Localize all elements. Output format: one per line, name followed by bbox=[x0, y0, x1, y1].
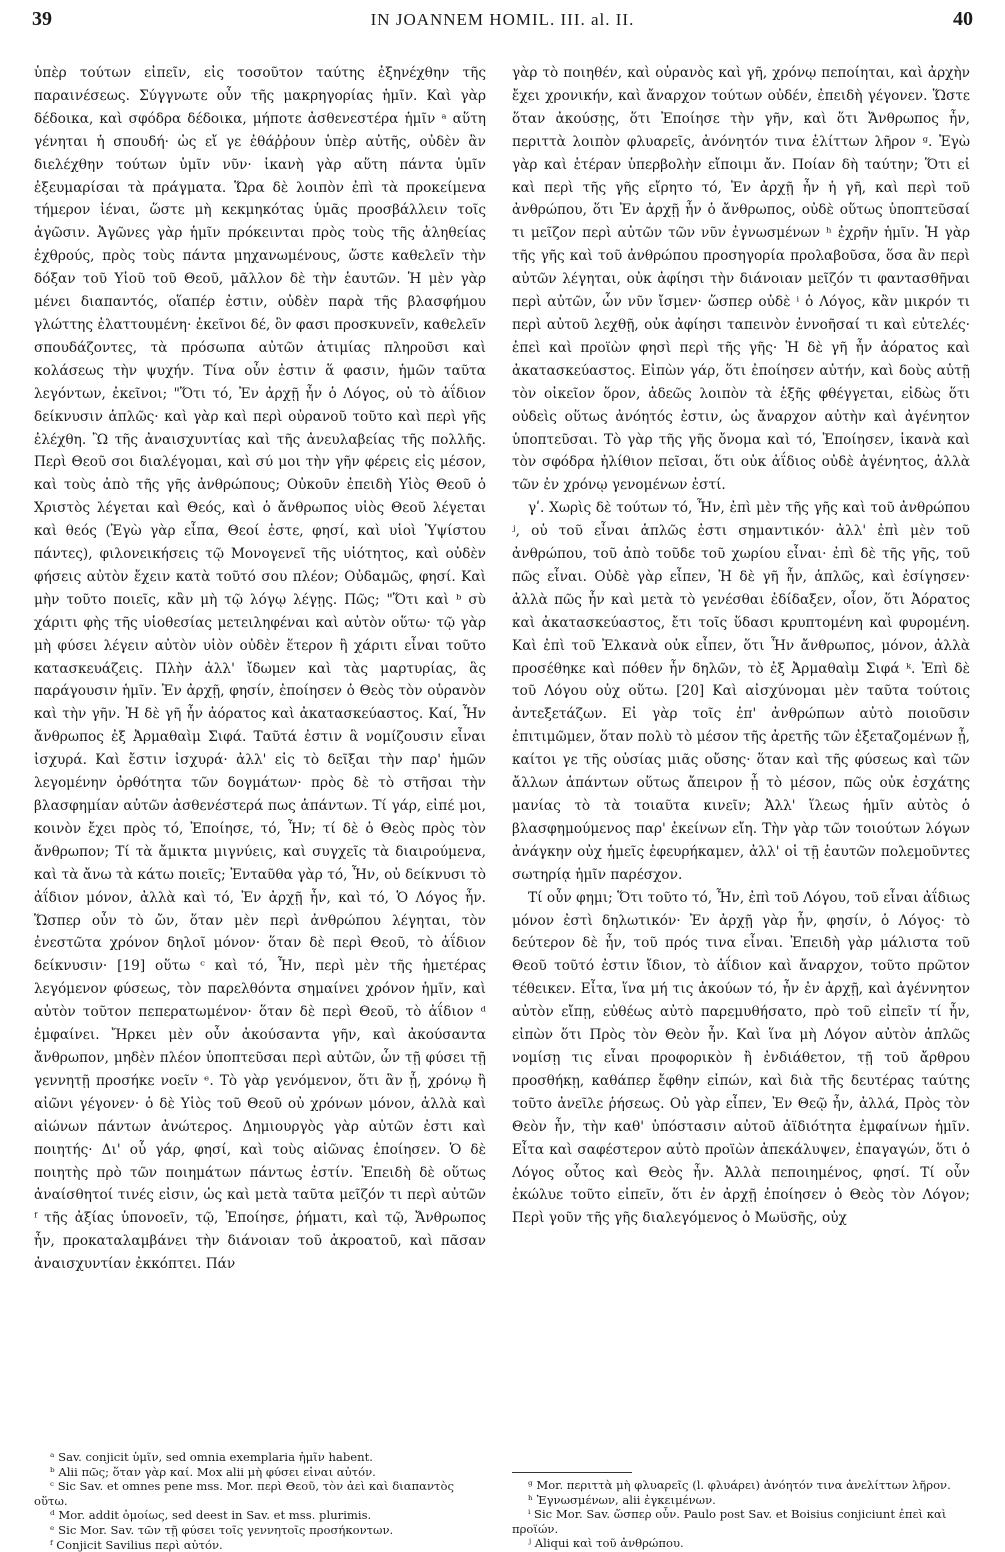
paragraph: γὰρ τὸ ποιηθέν, καὶ οὐρανὸς καὶ γῆ, χρόνῳ πεποίηται, καὶ ἀρχὴν ἔχει χρονικήν, καὶ ἄναρχον τούτων οὐδέν, ἐπειδὴ γέγονεν. Ὥστε ὅταν ἀκούσῃς, ὅτι Ἐποίησε τὴν γῆν, καὶ ὅτι Ἄνθρωπος ἦν, περιττὰ λοιπὸν φλυαρεῖς, ἀνόνητόν τινα ἑλίττων λῆρον ᵍ. Ἐγὼ γὰρ καὶ ἑτέραν ὑπερβολὴν εἴποιμι ἄν. Ποίαν δὴ ταύτην; Ὅτι εἰ καὶ περὶ τῆς γῆς εἴρητο τό, Ἐν ἀρχῇ ἦν ἡ γῆ, καὶ περὶ τοῦ ἀνθρώπου, ὅτι Ἐν ἀρχῇ ἦν ὁ ἄνθρωπος, οὐδὲ οὕτως ὑποπτεῦσαί τι μεῖζον περὶ αὐτῶν τῶν νῦν ἐγνωσμένων ʰ ἐχρῆν ἡμῖν. Ἡ γὰρ τῆς γῆς καὶ τοῦ ἀνθρώπου προσηγορία προλαβοῦσα, ὅσα ἂν περὶ αὐτῶν λέγηται, οὐκ ἀφίησι τὴν διάνοιαν μεῖζόν τι φαντασθῆναι περὶ αὐτῶν, ὧν νῦν ἴσμεν· ὥσπερ οὐδὲ ⁱ ὁ Λόγος, κἂν μικρόν τι περὶ αὐτοῦ λεχθῇ, οὐκ ἀφίησι ταπεινὸν ἐννοῆσαί τι καὶ εὐτελές· ἐπεὶ καὶ προϊὼν φησὶ περὶ τῆς γῆς· Ἡ δὲ γῆ ἦν ἀόρατος καὶ ἀκατασκεύαστος. Εἰπὼν γάρ, ὅτι ἐποίησεν αὐτήν, καὶ δοὺς αὐτῇ τὸν οἰκεῖον ὅρον, ἀδεῶς λοιπὸν τὰ ἑξῆς φθέγγεται, εἰδὼς ὅτι οὐδεὶς οὕτως ἀνόητός ἐστιν, ὡς ἄναρχον αὐτὴν καὶ ἀγένητον ὑποπτεῦσαι. Τὸ γὰρ τῆς γῆς ὄνομα καὶ τό, Ἐποίησεν, ἱκανὰ καὶ τὸν σφόδρα ἠλίθιον πεῖσαι, ὅτι οὐκ ἀΐδιος οὐδὲ ἀγένητος, ἀλλὰ τῶν ἐν χρόνῳ γενομένων ἐστί. bbox=[512, 65, 970, 494]
footnote: ʰ Ἐγνωσμένων, alii ἐγκειμένων. bbox=[528, 1492, 716, 1507]
footnote: ᶠ Conjicit Savilius περὶ αὐτόν. bbox=[50, 1537, 223, 1552]
paragraph: ὑπὲρ τούτων εἰπεῖν, εἰς τοσοῦτον ταύτης ἐξηνέχθην τῆς παραινέσεως. Σύγγνωτε οὖν τῆς μακρηγορίας ἡμῖν. Καὶ γὰρ δέδοικα, καὶ σφόδρα δέδοικα, μήποτε ἀσθενεστέρα ἡμῖν ᵃ αὕτη γένηται ἡ σπουδή· ὡς εἴ γε ἐθάῤῥουν ὑπὲρ αὐτῆς, οὐδὲν ἂν διελέχθην τούτων ὑμῖν νῦν· ἱκανὴ γὰρ αὕτη πάντα ὑμῖν ἐξευμαρίσαι τὰ πράγματα. Ὥρα δὲ λοιπὸν ἐπὶ τὰ προκείμενα τήμερον ἰέναι, ὥστε μὴ κεκμηκότας ὑμᾶς προσβάλλειν τοῖς ἀγῶσιν. Ἀγῶνες γὰρ ἡμῖν πρόκεινται πρὸς τοὺς τῆς ἀληθείας ἐχθρούς, πρὸς τοὺς πάντα μηχανωμένους, ὥστε καθελεῖν τὴν δόξαν τοῦ Υἱοῦ τοῦ Θεοῦ, μᾶλλον δὲ τὴν ἑαυτῶν. Ἡ μὲν γὰρ μένει διαπαντός, οἵαπέρ ἐστιν, οὐδὲν παρὰ τῆς βλασφήμου γλώττης ἐλαττουμένη· ἐκεῖνοι δέ, ὃν φασι προσκυνεῖν, καθελεῖν σπουδάζοντες, τὰ πρόσωπα αὐτῶν ἀτιμίας πληροῦσι καὶ κολάσεως τὴν ψυχήν. Τίνα οὖν ἐστιν ἅ φασιν, ἡμῶν ταῦτα λεγόντων, ἐκεῖνοι; "Ὅτι τό, Ἐν ἀρχῇ ἦν ὁ Λόγος, οὐ τὸ ἀΐδιον δείκνυσιν ἁπλῶς· καὶ γὰρ καὶ περὶ οὐρανοῦ τοῦτο καὶ περὶ γῆς ἐλέχθη. Ὢ τῆς ἀναισχυντίας καὶ τῆς ἀνευλαβείας τῆς πολλῆς. Περὶ Θεοῦ σοι διαλέγομαι, καὶ σύ μοι τὴν γῆν φέρεις εἰς μέσον, καὶ τοὺς ἀπὸ τῆς γῆς ἀνθρώπους; Οὐκοῦν ἐπειδὴ Υἱὸς Θεοῦ ὁ Χριστὸς λέγεται καὶ Θεός, καὶ ὁ ἄνθρωπος υἱὸς Θεοῦ λέγεται καὶ θεός (Ἐγὼ γὰρ εἶπα, Θεοί ἐστε, φησί, καὶ υἱοὶ Ὑψίστου πάντες), φιλονεικήσεις τῷ Μονογενεῖ τῆς υἱότητος, καὶ οὐδὲν φήσεις αὐτὸν ἔχειν κατὰ τοῦτό σου πλέον; Οὐδαμῶς, φησί. Καὶ μὴν τοῦτο ποιεῖς, κἂν μὴ τῷ λόγῳ λέγῃς. Πῶς; "Ὅτι καὶ ᵇ σὺ χάριτι φὴς τῆς υἱοθεσίας μετειληφέναι καὶ αὐτὸν οὕτω· τῷ γὰρ μὴ φύσει λέγειν αὐτὸν υἱὸν οὐδὲν ἕτερον ἢ χάριτι εἶναι τοῦτο κατασκευάζεις. Πλὴν ἀλλ' ἴδωμεν καὶ τὰς μαρτυρίας, ἃς παράγουσιν ἡμῖν. Ἐν ἀρχῇ, φησίν, ἐποίησεν ὁ Θεὸς τὸν οὐρανὸν καὶ τὴν γῆν. Ἡ δὲ γῆ ἦν ἀόρατος καὶ ἀκατασκεύαστος. Καί, Ἦν ἄνθρωπος ἐξ Ἀρμαθαὶμ Σιφά. Ταῦτά ἐστιν ἃ νομίζουσιν εἶναι ἰσχυρά. Καὶ ἔστιν ἰσχυρά· ἀλλ' εἰς τὸ δεῖξαι τὴν παρ' ἡμῶν λεγομένην ὀρθότητα τῶν δογμάτων· πρὸς δὲ τὸ στῆσαι τὴν βλασφημίαν αὐτῶν ἀσθενέστερά πως ἁπάντων. Τί γάρ, εἰπέ μοι, κοινὸν ἔχει πρὸς τό, Ἐποίησε, τό, Ἦν; τί δὲ ὁ Θεὸς πρὸς τὸν ἄνθρωπον; Τί τὰ ἄμικτα μιγνύεις, καὶ συγχεῖς τὰ διαιρούμενα, καὶ τὰ ἄνω τὰ κάτω ποιεῖς; Ἐνταῦθα γὰρ τό, Ἦν, οὐ δείκνυσι τὸ ἀΐδιον μόνον, ἀλλὰ καὶ τό, Ἐν ἀρχῇ ἦν, καὶ τό, Ὁ Λόγος ἦν. Ὥσπερ οὖν τὸ ὤν, ὅταν μὲν περὶ ἀνθρώπου λέγηται, τὸν ἐνεστῶτα χρόνον δηλοῖ μόνον· ὅταν δὲ περὶ Θεοῦ, τὸ ἀΐδιον δείκνυσιν· [19] οὕτω ᶜ καὶ τό, Ἦν, περὶ μὲν τῆς ἡμετέρας λεγόμενον φύσεως, τὸν παρελθόντα σημαίνει χρόνον ἡμῖν, καὶ αὐτὸν τοῦτον πεπερατωμένον· ὅταν δὲ περὶ Θεοῦ, τὸ ἀΐδιον ᵈ ἐμφαίνει. Ἤρκει μὲν οὖν ἀκούσαντα γῆν, καὶ ἀκούσαντα ἄνθρωπον, μηδὲν πλέον ὑποπτεῦσαι περὶ αὐτῶν, ὧν τῇ φύσει τῇ γεννητῇ προσήκε νοεῖν ᵉ. Τὸ γὰρ γενόμενον, ὅτι ἂν ᾖ, χρόνῳ ἢ αἰῶνι γέγονεν· ὁ δὲ Υἱὸς τοῦ Θεοῦ οὐ χρόνων μόνον, ἀλλὰ καὶ αἰώνων πάντων ἀνώτερος. Δημιουργὸς γὰρ αὐτῶν ἐστι καὶ ποιητής· Δι' οὗ γάρ, φησί, καὶ τοὺς αἰῶνας ἐποίησεν. Ὁ δὲ ποιητὴς πρὸ τῶν ποιημάτων πάντως ἐστίν. Ἐπειδὴ δὲ οὕτως ἀναίσθητοί τινές εἰσιν, ὡς καὶ μετὰ ταῦτα μεῖζόν τι περὶ αὐτῶν ᶠ τῆς ἀξίας ὑπονοεῖν, τῷ, Ἐποίησε, ῥήματι, καὶ τῷ, Ἄνθρωπος ἦν, προκαταλαμβάνει τὴν διάνοιαν τοῦ ἀκροατοῦ, καὶ πᾶσαν ἀναισχυντίαν ἐκκόπτει. Πάν bbox=[34, 65, 486, 1273]
running-title: IN JOANNEM HOMIL. III. al. II. bbox=[370, 10, 635, 29]
page-number-left: 39 bbox=[32, 8, 52, 30]
footnote: ʲ Aliqui καὶ τοῦ ἀνθρώπου. bbox=[528, 1536, 684, 1551]
footnote: ᵉ Sic Mor. Sav. τῶν τῇ φύσει τοῖς γεννητοῖς προσήκοντων. bbox=[50, 1522, 394, 1537]
right-column bbox=[512, 62, 970, 1230]
left-column bbox=[34, 62, 486, 1276]
footnote: ᵍ Mor. περιττὰ μὴ φλυαρεῖς (l. φλυάρει) ἀνόητόν τινα ἀνελίττων λῆρον. bbox=[528, 1478, 951, 1492]
footnote: ᵃ Sav. conjicit ὑμῖν, sed omnia exemplaria ἡμῖν habent. bbox=[50, 1450, 373, 1464]
footnote: ᵈ Mor. addit ὁμοίως, sed deest in Sav. et mss. plurimis. bbox=[50, 1508, 372, 1523]
footnote: ⁱ Sic Mor. Sav. ὥσπερ οὖν. Paulo post Sav. et Boisius conjiciunt ἐπεὶ καὶ προϊών. bbox=[512, 1507, 947, 1536]
page-header bbox=[28, 6, 977, 36]
footnote: ᶜ Sic Sav. et omnes pene mss. Mor. περὶ Θεοῦ, τὸν ἀεὶ καὶ διαπαντὸς οὕτω. bbox=[34, 1479, 454, 1508]
footnotes-right bbox=[512, 1478, 970, 1551]
footnote: ᵇ Alii πῶς; ὅταν γὰρ καί. Mox alii μὴ φύσει εἰναι αὐτόν. bbox=[50, 1464, 376, 1479]
page-number-right: 40 bbox=[953, 8, 973, 30]
paragraph: Τί οὖν φημι; Ὅτι τοῦτο τό, Ἦν, ἐπὶ τοῦ Λόγου, τοῦ εἶναι ἀΐδιως μόνον ἐστὶ δηλωτικόν· Ἐν ἀρχῇ γὰρ ἦν, φησίν, ὁ Λόγος· τὸ δεύτερον δὲ ἦν, τοῦ πρός τινα εἶναι. Ἐπειδὴ γὰρ μάλιστα τοῦ Θεοῦ τοῦτό ἐστιν ἴδιον, τὸ ἀΐδιον καὶ ἄναρχον, τοῦτο πρῶτον τέθεικεν. Εἶτα, ἵνα μή τις ἀκούων τό, ἦν ἐν ἀρχῇ, καὶ ἀγέννητον αὐτὸν εἴπῃ, εὐθέως αὐτὸ παρεμυθήσατο, πρὸ τοῦ εἰπεῖν τί ἦν, εἰπὼν ὅτι Πρὸς τὸν Θεὸν ἦν. Καὶ ἵνα μὴ Λόγον αὐτὸν ἁπλῶς νομίσῃ τις εἶναι προφορικὸν ἢ ἐνδιάθετον, τῇ τοῦ ἄρθρου προσθήκῃ, καθάπερ ἔφθην εἰπών, καὶ διὰ τῆς δευτέρας ταύτης τοῦτο ἀνεῖλε ῥήσεως. Οὐ γὰρ εἶπεν, Ἐν Θεῷ ἦν, ἀλλά, Πρὸς τὸν Θεὸν ἦν, τὴν καθ' ὑπόστασιν αὐτοῦ ἀϊδιότητα ἐμφαίνων ἡμῖν. Εἶτα καὶ σαφέστερον αὐτὸ προϊὼν ἀπεκάλυψεν, ἐπαγαγών, ὅτι ὁ Λόγος οὗτος καὶ Θεὸς ἦν. Ἀλλὰ πεποιημένος, φησί. Τί οὖν ἐκώλυε τοῦτο εἰπεῖν, ὅτι ἐν ἀρχῇ ἐποίησεν ὁ Θεὸς τὸν Λόγον; Περὶ γοῦν τῆς γῆς διαλεγόμενος ὁ Μωϋσῆς, οὐχ bbox=[512, 889, 970, 1227]
paragraph: γʹ. Χωρὶς δὲ τούτων τό, Ἦν, ἐπὶ μὲν τῆς γῆς καὶ τοῦ ἀνθρώπου ʲ, οὐ τοῦ εἶναι ἁπλῶς ἐστι σημαντικόν· ἀλλ' ἐπὶ μὲν τοῦ ἀνθρώπου, τοῦ ἀπὸ τοῦδε τοῦ χωρίου εἶναι· ἐπὶ δὲ τῆς γῆς, τοῦ πῶς εἶναι. Οὐδὲ γὰρ εἶπεν, Ἡ δὲ γῆ ἦν, ἁπλῶς, καὶ ἐσίγησεν· ἀλλὰ πῶς ἦν καὶ μετὰ τὸ γενέσθαι ἐδίδαξεν, οἷον, ὅτι Ἀόρατος καὶ ἀκατασκεύαστος, ἔτι τοῖς ὕδασι κρυπτομένη καὶ φυρομένη. Καὶ ἐπὶ τοῦ Ἐλκανὰ οὐκ εἶπεν, ὅτι Ἦν ἄνθρωπος, μόνον, ἀλλὰ προσέθηκε καὶ πόθεν ἦν δηλῶν, τὸ ἐξ Ἀρμαθαὶμ Σιφά ᵏ. Ἐπὶ δὲ τοῦ Λόγου οὐχ οὕτω. [20] Καὶ αἰσχύνομαι μὲν ταῦτα τούτοις ἀντεξετάζων. Εἰ γὰρ τοῖς ἐπ' ἀνθρώπων αὐτὸ ποιοῦσιν ἐπιτιμῶμεν, ὅταν πολὺ τὸ μέσον τῆς ἀρετῆς τῶν ἐξεταζομένων ᾖ, καίτοι γε τῆς οὐσίας μιᾶς οὔσης· ὅταν καὶ τῆς φύσεως καὶ τῶν ἄλλων ἁπάντων οὕτως ἄπειρον ᾖ τὸ μέσον, πῶς οὐκ ἐσχάτης μανίας τὸ τὰ τοιαῦτα κινεῖν; Ἀλλ' ἵλεως ἡμῖν αὐτὸς ὁ βλασφημούμενος παρ' ἐκείνων εἴη. Τὴν γὰρ τῶν τοιούτων λόγων ἀνάγκην οὐχ ἡμεῖς ἐφευρήκαμεν, ἀλλ' οἱ τῇ ἑαυτῶν πολεμοῦντες σωτηρίᾳ ἡμῖν παρέσχον. bbox=[512, 500, 970, 883]
footnotes-left bbox=[34, 1450, 486, 1552]
footnote-rule bbox=[512, 1472, 632, 1473]
